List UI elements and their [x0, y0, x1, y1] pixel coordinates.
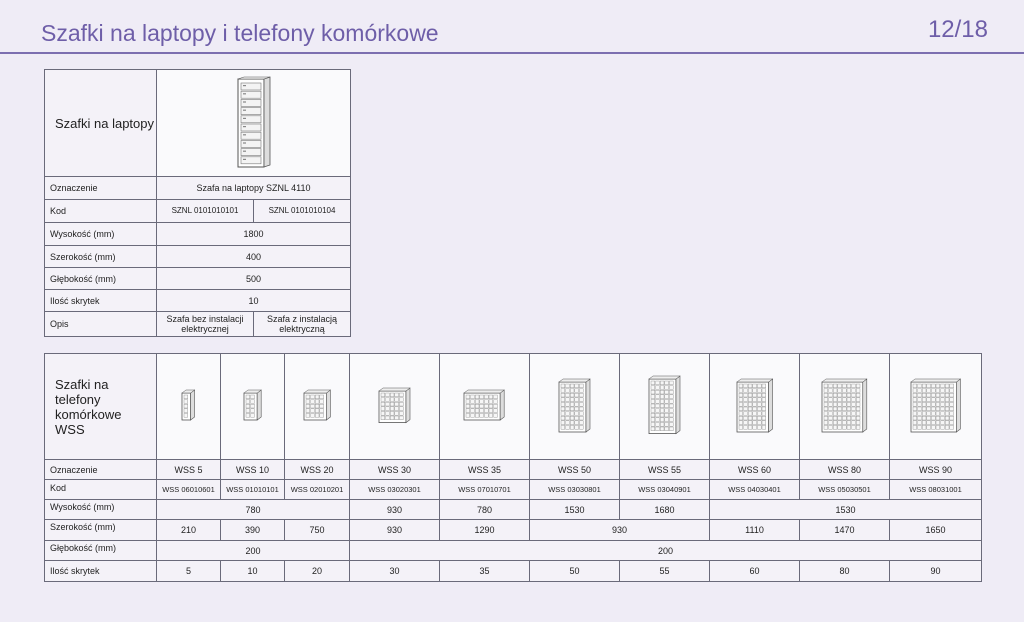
label-glebokosc: Głębokość (mm): [45, 541, 157, 561]
szerokosc-cell: 1110: [710, 520, 800, 541]
code-cell: WSS 03030801: [530, 480, 620, 500]
ilosc-cell: 50: [530, 561, 620, 582]
model-cell: WSS 35: [440, 460, 530, 480]
cabinet-image: [800, 354, 890, 460]
laptop-table-heading: Szafki na laptopy: [45, 70, 157, 177]
wysokosc-cell: 930: [350, 500, 440, 520]
cabinet-image: [285, 354, 350, 460]
cabinet-image: [620, 354, 710, 460]
szerokosc-cell: 1290: [440, 520, 530, 541]
label-oznaczenie: Oznaczenie: [45, 177, 157, 200]
laptop-kod-1: SZNL 0101010101: [157, 200, 254, 223]
szerokosc-cell: 750: [285, 520, 350, 541]
page-title: Szafki na laptopy i telefony komórkowe: [41, 20, 439, 46]
model-cell: WSS 50: [530, 460, 620, 480]
ilosc-cell: 10: [221, 561, 285, 582]
cabinet-image: [221, 354, 285, 460]
model-cell: WSS 5: [157, 460, 221, 480]
label-kod: Kod: [45, 200, 157, 223]
ilosc-cell: 55: [620, 561, 710, 582]
page-number: 12/18: [927, 16, 988, 43]
label-opis: Opis: [45, 312, 157, 337]
code-cell: WSS 06010601: [157, 480, 221, 500]
wysokosc-cell: 1530: [710, 500, 982, 520]
laptop-szerokosc-value: 400: [157, 246, 351, 268]
szerokosc-cell: 1470: [800, 520, 890, 541]
ilosc-cell: 5: [157, 561, 221, 582]
cabinet-image: [710, 354, 800, 460]
ilosc-cell: 80: [800, 561, 890, 582]
model-cell: WSS 10: [221, 460, 285, 480]
laptop-opis-1: Szafa bez instalacji elektrycznej: [157, 312, 254, 337]
label-szerokosc: Szerokość (mm): [45, 246, 157, 268]
laptop-cabinet-image: [157, 70, 351, 177]
cabinet-image: [157, 354, 221, 460]
szerokosc-cell: 930: [530, 520, 710, 541]
wysokosc-cell: 1530: [530, 500, 620, 520]
model-cell: WSS 55: [620, 460, 710, 480]
szerokosc-cell: 1650: [890, 520, 982, 541]
cabinet-image: [350, 354, 440, 460]
label-ilosc: Ilość skrytek: [45, 290, 157, 312]
cabinet-image: [440, 354, 530, 460]
szerokosc-cell: 930: [350, 520, 440, 541]
cabinet-image: [890, 354, 982, 460]
code-cell: WSS 05030501: [800, 480, 890, 500]
label-szerokosc: Szerokość (mm): [45, 520, 157, 541]
code-cell: WSS 07010701: [440, 480, 530, 500]
model-cell: WSS 20: [285, 460, 350, 480]
glebokosc-cell: 200: [350, 541, 982, 561]
ilosc-cell: 60: [710, 561, 800, 582]
szerokosc-cell: 210: [157, 520, 221, 541]
wysokosc-cell: 780: [157, 500, 350, 520]
header-divider: [0, 52, 1024, 54]
laptop-opis-2: Szafa z instalacją elektryczną: [254, 312, 351, 337]
ilosc-cell: 20: [285, 561, 350, 582]
laptop-kod-2: SZNL 0101010104: [254, 200, 351, 223]
code-cell: WSS 04030401: [710, 480, 800, 500]
label-oznaczenie: Oznaczenie: [45, 460, 157, 480]
laptop-oznaczenie-value: Szafa na laptopy SZNL 4110: [157, 177, 351, 200]
ilosc-cell: 30: [350, 561, 440, 582]
ilosc-cell: 35: [440, 561, 530, 582]
model-cell: WSS 80: [800, 460, 890, 480]
phone-table-heading: Szafki na telefony komórkowe WSS: [45, 354, 157, 460]
ilosc-cell: 90: [890, 561, 982, 582]
label-kod: Kod: [45, 480, 157, 500]
phone-cabinets-table: [44, 353, 982, 582]
code-cell: WSS 03020301: [350, 480, 440, 500]
szerokosc-cell: 390: [221, 520, 285, 541]
label-wysokosc: Wysokość (mm): [45, 500, 157, 520]
model-cell: WSS 60: [710, 460, 800, 480]
laptop-wysokosc-value: 1800: [157, 223, 351, 246]
wysokosc-cell: 1680: [620, 500, 710, 520]
code-cell: WSS 01010101: [221, 480, 285, 500]
laptop-cabinets-table: [44, 69, 351, 337]
laptop-ilosc-value: 10: [157, 290, 351, 312]
glebokosc-cell: 200: [157, 541, 350, 561]
code-cell: WSS 08031001: [890, 480, 982, 500]
label-wysokosc: Wysokość (mm): [45, 223, 157, 246]
laptop-glebokosc-value: 500: [157, 268, 351, 290]
label-glebokosc: Głębokość (mm): [45, 268, 157, 290]
code-cell: WSS 02010201: [285, 480, 350, 500]
model-cell: WSS 30: [350, 460, 440, 480]
label-ilosc: Ilość skrytek: [45, 561, 157, 582]
wysokosc-cell: 780: [440, 500, 530, 520]
model-cell: WSS 90: [890, 460, 982, 480]
cabinet-image: [530, 354, 620, 460]
code-cell: WSS 03040901: [620, 480, 710, 500]
